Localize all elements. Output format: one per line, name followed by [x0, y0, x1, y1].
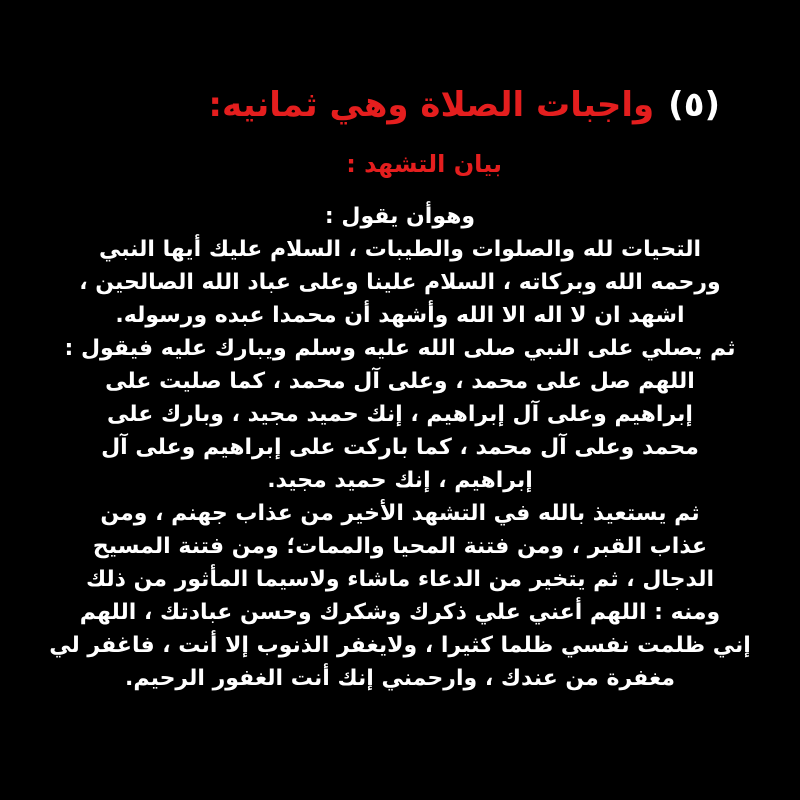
- text-line: مغفرة من عندك ، وارحمني إنك أنت الغفور الرحيم.: [124, 666, 676, 691]
- heading-number: (٥): [668, 85, 720, 125]
- body-text: [40, 200, 760, 695]
- text-line: ومنه : اللهم أعني علي ذكرك وشكرك وحسن عبادتك ، اللهم: [79, 600, 721, 625]
- text-line: التحيات لله والصلوات والطيبات ، السلام عليك أيها النبي: [98, 237, 702, 262]
- heading-row: [100, 78, 720, 132]
- text-line: ورحمه الله وبركاته ، السلام علينا وعلى عباد الله الصالحين ،: [79, 270, 721, 295]
- text-line: وهوأن يقول :: [324, 204, 476, 229]
- text-line: إبراهيم وعلى آل إبراهيم ، إنك حميد مجيد ، وبارك على: [107, 402, 693, 427]
- text-line: اشهد ان لا اله الا الله وأشهد أن محمدا عبده ورسوله.: [115, 303, 685, 328]
- text-line: ثم يصلي على النبي صلى الله عليه وسلم ويبارك عليه فيقول :: [64, 336, 736, 361]
- text-line: الدجال ، ثم يتخير من الدعاء ماشاء ولاسيما المأثور من ذلك: [85, 567, 715, 592]
- text-line: محمد وعلى آل محمد ، كما باركت على إبراهيم وعلى آل: [101, 435, 699, 460]
- text-line: إني ظلمت نفسي ظلما كثيرا ، ولايغفر الذنوب إلا أنت ، فاغفر لي: [49, 633, 751, 658]
- text-line: إبراهيم ، إنك حميد مجيد.: [267, 468, 533, 493]
- subtitle: بيان التشهد :: [346, 150, 502, 178]
- text-line: عذاب القبر ، ومن فتنة المحيا والممات؛ ومن فتنة المسيح: [92, 534, 708, 559]
- text-line: ثم يستعيذ بالله في التشهد الأخير من عذاب جهنم ، ومن: [100, 501, 700, 526]
- heading-title: واجبات الصلاة وهي ثمانيه:: [208, 85, 655, 125]
- text-line: اللهم صل على محمد ، وعلى آل محمد ، كما صليت على: [105, 369, 695, 394]
